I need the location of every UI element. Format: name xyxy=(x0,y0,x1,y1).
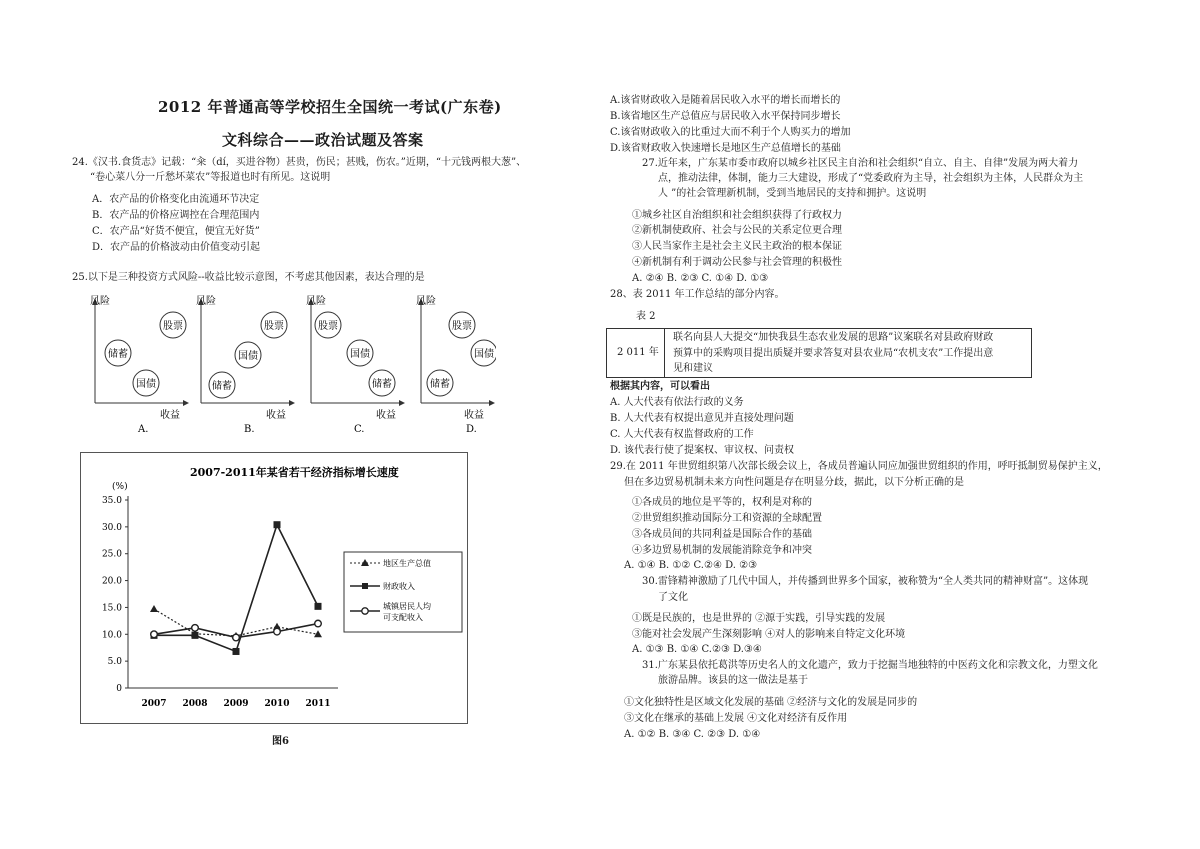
q25-a-xlabel: 收益 xyxy=(160,410,180,421)
table-text-line2: 预算中的采购项目提出质疑并要求答复对县农业局“农机支农”工作提出意 xyxy=(673,348,994,359)
q24-option-a: A．农产品的价格变化由流通环节决定 xyxy=(92,194,260,205)
point-income xyxy=(233,634,240,641)
q24-option-c: C．农产品“好货不便宜，便宜无好货” xyxy=(92,226,260,237)
q25-b-xlabel: 收益 xyxy=(266,410,286,421)
x-tick-label: 2010 xyxy=(264,699,290,709)
legend-income-line1: 城镇居民人均 xyxy=(383,602,431,611)
q25-diagrams xyxy=(76,290,496,440)
q27-stem-line1: 27.近年来，广东某市委市政府以城乡社区民主自治和社会组织“自立、自主、自律”发展为两大着力 xyxy=(642,158,1079,169)
table-year-cell: 2 011 年 xyxy=(617,347,659,358)
q25-d-savings: 储蓄 xyxy=(430,379,450,390)
q31-stem-line2: 旅游品牌。该县的这一做法是基于 xyxy=(658,675,808,686)
q27-stem-line2: 点，推动法律，体制，能力三大建设，形成了“党委政府为主导，社会组织为主体，人民群众为主 xyxy=(658,173,1084,184)
q25-a-bonds: 国债 xyxy=(136,379,156,390)
y-tick-label: 15.0 xyxy=(101,603,122,614)
q29-item-2: ②世贸组织推动国际分工和资源的全球配置 xyxy=(632,513,822,524)
page-title: 2012 年普通高等学校招生全国统一考试(广东卷) xyxy=(158,98,502,116)
q24-option-d: D．农产品的价格波动由价值变动引起 xyxy=(92,242,261,253)
q25-a-letter: A. xyxy=(138,424,149,435)
q25-a-ylabel: 风险 xyxy=(90,296,110,307)
q25-a-savings: 储蓄 xyxy=(108,349,128,360)
q28-option-c: C. 人大代表有权监督政府的工作 xyxy=(610,429,754,440)
y-tick-label: 5.0 xyxy=(107,657,122,668)
point-fiscal xyxy=(192,632,199,639)
q25-c-ylabel: 风险 xyxy=(306,296,326,307)
point-income xyxy=(315,620,322,627)
q28-option-a: A. 人大代表有依法行政的义务 xyxy=(610,397,744,408)
legend-fiscal: 财政收入 xyxy=(383,582,415,591)
q25-c-xlabel: 收益 xyxy=(376,410,396,421)
q31-row-2: ③文化在继承的基础上发展 ④文化对经济有反作用 xyxy=(624,713,848,724)
q25-d-letter: D. xyxy=(466,424,477,435)
q27-item-4: ④新机制有利于调动公民参与社会管理的积极性 xyxy=(632,257,842,268)
q25-d-bonds: 国债 xyxy=(474,349,494,360)
q27-item-2: ②新机制使政府、社会与公民的关系定位更合理 xyxy=(632,225,842,236)
point-income xyxy=(192,625,199,632)
q29-stem-line2: 但在多边贸易机制未来方向性问题是存在明显分歧，据此，以下分析正确的是 xyxy=(624,477,964,488)
legend-circle-icon xyxy=(362,608,368,614)
legend-square-icon xyxy=(362,583,368,589)
q31-answers: A. ①② B. ③④ C. ②③ D. ①④ xyxy=(624,729,761,740)
figure-caption: 图6 xyxy=(272,736,289,747)
q25-stem: 25.以下是三种投资方式风险--收益比较示意图，不考虑其他因素，表达合理的是 xyxy=(72,272,425,283)
q25-b-stocks: 股票 xyxy=(264,321,284,332)
q27-stem-line3: 人 ”的社会管理新机制，受到当地居民的支持和拥护。这说明 xyxy=(658,188,927,199)
q28-option-d: D. 该代表行使了提案权、审议权、问责权 xyxy=(610,445,795,456)
x-tick-label: 2007 xyxy=(141,699,167,709)
q25-b-bonds: 国债 xyxy=(238,351,258,362)
q25-b-ylabel: 风险 xyxy=(196,296,216,307)
q27-answers: A. ②④ B. ②③ C. ①④ D. ①③ xyxy=(632,273,769,284)
x-tick-label: 2008 xyxy=(182,699,208,709)
q29-answers: A. ①④ B. ①② C.②④ D. ②③ xyxy=(624,560,758,571)
q31-stem-line1: 31.广东某县依托葛洪等历史名人的文化遗产，致力于挖掘当地独特的中医药文化和宗教文化，力塑文化 xyxy=(642,660,1098,671)
page-subtitle: 文科综合——政治试题及答案 xyxy=(222,131,424,149)
q25-panel-a xyxy=(90,294,186,435)
q26-option-a: A.该省财政收入是随着居民收入水平的增长而增长的 xyxy=(610,95,841,106)
q28-option-b: B. 人大代表有权提出意见并直接处理问题 xyxy=(610,413,794,424)
x-tick-label: 2011 xyxy=(305,699,331,709)
y-tick-label: 25.0 xyxy=(101,549,122,560)
q30-row-1: ①既是民族的，也是世界的 ②源于实践，引导实践的发展 xyxy=(632,613,886,624)
q31-row-1: ①文化独特性是区域文化发展的基础 ②经济与文化的发展是同步的 xyxy=(624,697,918,708)
y-tick-label: 30.0 xyxy=(101,522,122,533)
q30-row-2: ③能对社会发展产生深刻影响 ④对人的影响来自特定文化环境 xyxy=(632,629,906,640)
y-tick-label: 35.0 xyxy=(101,496,122,506)
chart-unit: (%) xyxy=(112,482,128,492)
y-tick-label: 10.0 xyxy=(101,630,122,641)
legend-income-line2: 可支配收入 xyxy=(383,613,423,622)
q24-option-b: B．农产品的价格应调控在合理范围内 xyxy=(92,210,260,221)
q25-b-savings: 储蓄 xyxy=(212,381,232,392)
point-income xyxy=(151,631,158,638)
table-text-line3: 见和建议 xyxy=(673,363,713,374)
q29-item-3: ③各成员间的共同利益是国际合作的基础 xyxy=(632,529,812,540)
q28-stem: 28、表 2011 年工作总结的部分内容。 xyxy=(610,289,785,300)
x-tick-label: 2009 xyxy=(223,699,249,709)
q25-panel-c xyxy=(306,294,402,435)
q26-option-b: B.该省地区生产总值应与居民收入水平保持同步增长 xyxy=(610,111,841,122)
q25-d-ylabel: 风险 xyxy=(416,296,436,307)
q24-stem-line2: “卷心菜八分一斤愁坏菜农”等报道也时有所见。这说明 xyxy=(90,172,331,183)
q26-option-c: C.该省财政收入的比重过大而不利于个人购买力的增加 xyxy=(610,127,851,138)
q29-item-4: ④多边贸易机制的发展能消除竞争和冲突 xyxy=(632,545,812,556)
q25-d-xlabel: 收益 xyxy=(464,410,484,421)
point-fiscal xyxy=(233,648,240,655)
q29-item-1: ①各成员的地位是平等的，权利是对称的 xyxy=(632,497,812,508)
point-fiscal xyxy=(274,521,281,528)
q25-a-stocks: 股票 xyxy=(163,321,183,332)
q26-option-d: D.该省财政收入快速增长是地区生产总值增长的基础 xyxy=(610,143,841,154)
y-tick-label: 0 xyxy=(116,684,122,694)
q27-item-1: ①城乡社区自治组织和社会组织获得了行政权力 xyxy=(632,210,842,221)
chart-title: 2007-2011年某省若干经济指标增长速度 xyxy=(190,466,399,479)
q25-d-stocks: 股票 xyxy=(452,321,472,332)
q25-c-letter: C. xyxy=(354,424,365,435)
y-tick-label: 20.0 xyxy=(101,576,122,587)
q25-c-stocks: 股票 xyxy=(318,321,338,332)
q27-item-3: ③人民当家作主是社会主义民主政治的根本保证 xyxy=(632,241,842,252)
growth-chart xyxy=(80,452,468,724)
q25-panel-d xyxy=(416,294,496,435)
point-fiscal xyxy=(315,603,322,610)
q30-stem-line2: 了文化 xyxy=(658,592,688,603)
q25-c-savings: 储蓄 xyxy=(372,379,392,390)
q24-stem-line1: 24.《汉书.食货志》记载：“籴（dí，买进谷物）甚贵，伤民；甚贱，伤农。”近期，“十元钱两根大葱”、 xyxy=(72,157,527,168)
q30-answers: A. ①③ B. ①④ C.②③ D.③④ xyxy=(632,644,762,655)
q25-panel-b xyxy=(196,294,292,435)
summary-table xyxy=(606,328,1032,378)
table-caption: 表 2 xyxy=(636,311,656,322)
q30-stem-line1: 30.雷锋精神激励了几代中国人，并传播到世界多个国家，被称赞为“全人类共同的精神财富”。这体现 xyxy=(642,576,1089,587)
q25-b-letter: B. xyxy=(244,424,255,435)
table-text-line1: 联名向县人大提交“加快我县生态农业发展的思路”议案联名对县政府财政 xyxy=(673,332,994,343)
point-income xyxy=(274,628,281,635)
legend-gdp: 地区生产总值 xyxy=(383,559,431,568)
q25-c-bonds: 国债 xyxy=(350,349,370,360)
q29-stem-line1: 29.在 2011 年世贸组织第八次部长级会议上，各成员普遍认同应加强世贸组织的作用，呼吁抵制贸易保护主义， xyxy=(610,461,1108,472)
q28-lead: 根据其内容，可以看出 xyxy=(610,381,710,392)
